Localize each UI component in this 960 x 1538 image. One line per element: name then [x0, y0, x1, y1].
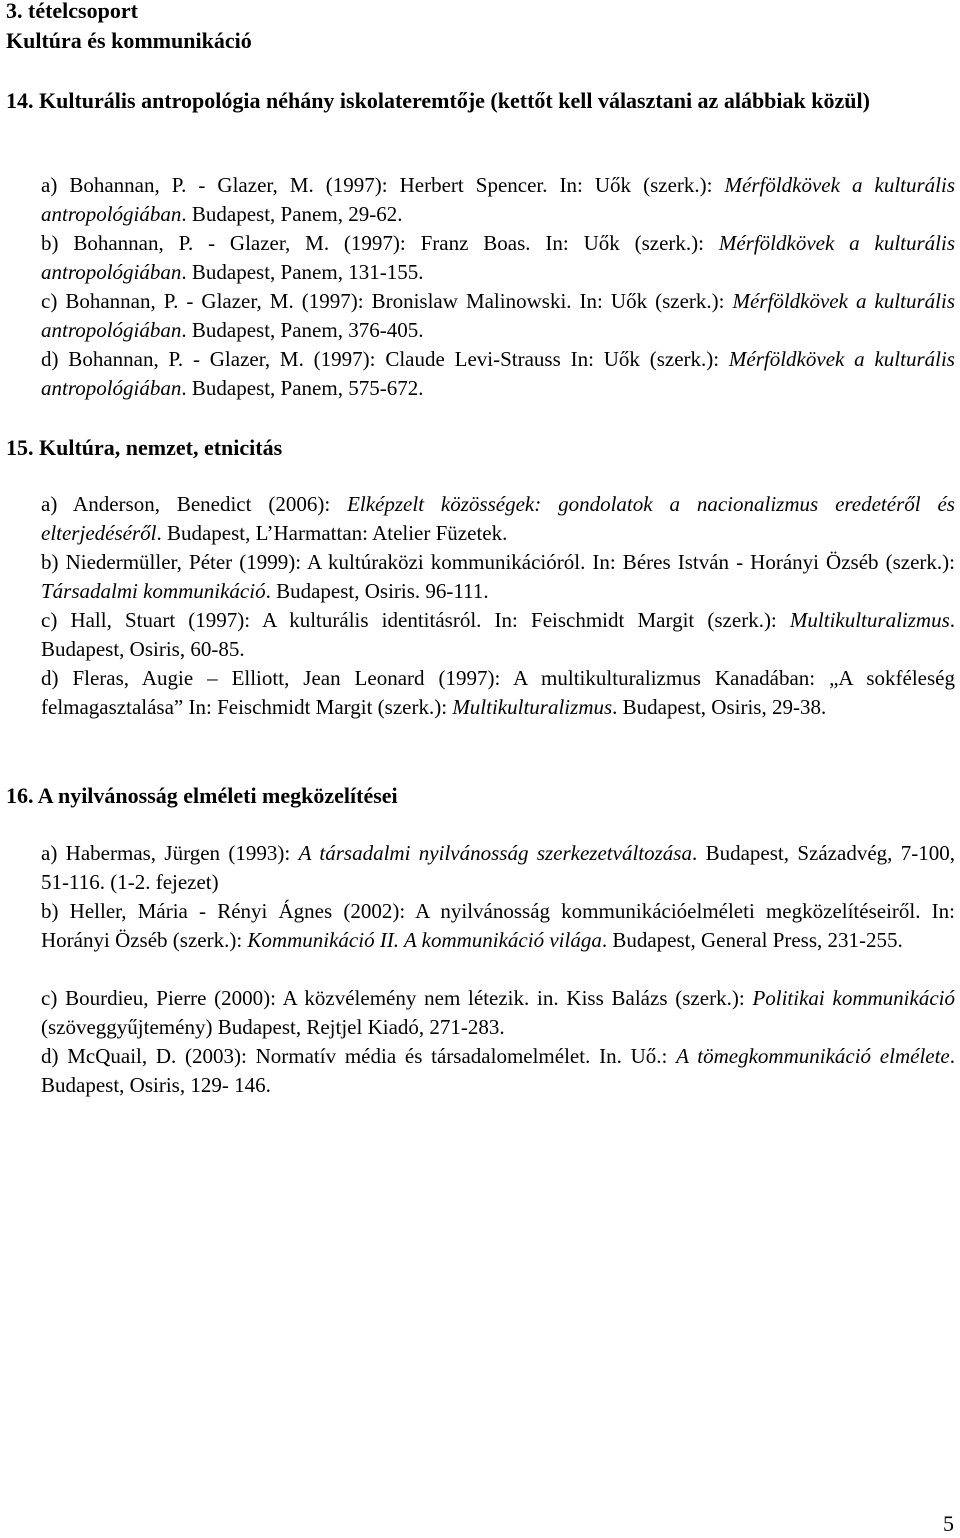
page-number: 5 [943, 1511, 954, 1536]
reference-16b: b) Heller, Mária - Rényi Ágnes (2002): A nyilvánosság kommunikációelméleti megközelítéseiről. In: Horányi Özséb (szerk.): Kommunikáció II. A kommunikáció világa. Budapest, General Press, 231-255. [41, 899, 955, 952]
reference-14d: d) Bohannan, P. - Glazer, M. (1997): Claude Levi-Strauss In: Uők (szerk.): Mérföldkövek a kulturális antropológiában. Budapest, Panem, 575-672. [41, 347, 955, 400]
reference-16a: a) Habermas, Jürgen (1993): A társadalmi nyilvánosság szerkezetváltozása. Budapest, Századvég, 7-100, 51-116. (1-2. fejezet) [41, 841, 956, 894]
reference-15b: b) Niedermüller, Péter (1999): A kultúraközi kommunikációról. In: Béres István - Horányi Özséb (szerk.): Társadalmi kommunikáció. Budapest, Osiris. 96-111. [41, 550, 955, 603]
reference-14a: a) Bohannan, P. - Glazer, M. (1997): Herbert Spencer. In: Uők (szerk.): Mérföldkövek a kulturális antropológiában. Budapest, Panem, 29-62. [41, 173, 956, 226]
reference-15d: d) Fleras, Augie – Elliott, Jean Leonard (1997): A multikulturalizmus Kanadában: „A sokféleség felmagasztalása” In: Feischmidt Margit (szerk.): Multikulturalizmus. Budapest, Osiris, 29-38. [41, 666, 955, 719]
reference-16c: c) Bourdieu, Pierre (2000): A közvélemény nem létezik. in. Kiss Balázs (szerk.): Politikai kommunikáció (szöveggyűjtemény) Budapest, Rejtjel Kiadó, 271-283. [41, 986, 955, 1039]
reference-16d: d) McQuail, D. (2003): Normatív média és társadalomelmélet. In. Uő.: A tömegkommunikáció elmélete. Budapest, Osiris, 129- 146. [41, 1044, 956, 1097]
section-14-title: 14. Kulturális antropológia néhány iskolateremtője (kettőt kell választani az alábbiak közül) [6, 88, 870, 113]
reference-14b: b) Bohannan, P. - Glazer, M. (1997): Franz Boas. In: Uők (szerk.): Mérföldkövek a kulturális antropológiában. Budapest, Panem, 131-155. [41, 231, 956, 284]
reference-15c: c) Hall, Stuart (1997): A kulturális identitásról. In: Feischmidt Margit (szerk.): Multikulturalizmus. Budapest, Osiris, 60-85. [41, 608, 955, 661]
group-subheading: Kultúra és kommunikáció [6, 28, 252, 53]
section-15-title: 15. Kultúra, nemzet, etnicitás [6, 435, 283, 460]
section-16-title: 16. A nyilvánosság elméleti megközelítései [6, 783, 398, 808]
reference-15a: a) Anderson, Benedict (2006): Elképzelt közösségek: gondolatok a nacionalizmus eredetéről és elterjedéséről. Budapest, L’Harmattan: Atelier Füzetek. [41, 492, 955, 545]
group-heading: 3. tételcsoport [6, 0, 138, 23]
reference-14c: c) Bohannan, P. - Glazer, M. (1997): Bronislaw Malinowski. In: Uők (szerk.): Mérföldkövek a kulturális antropológiában. Budapest, Panem, 376-405. [41, 289, 955, 342]
